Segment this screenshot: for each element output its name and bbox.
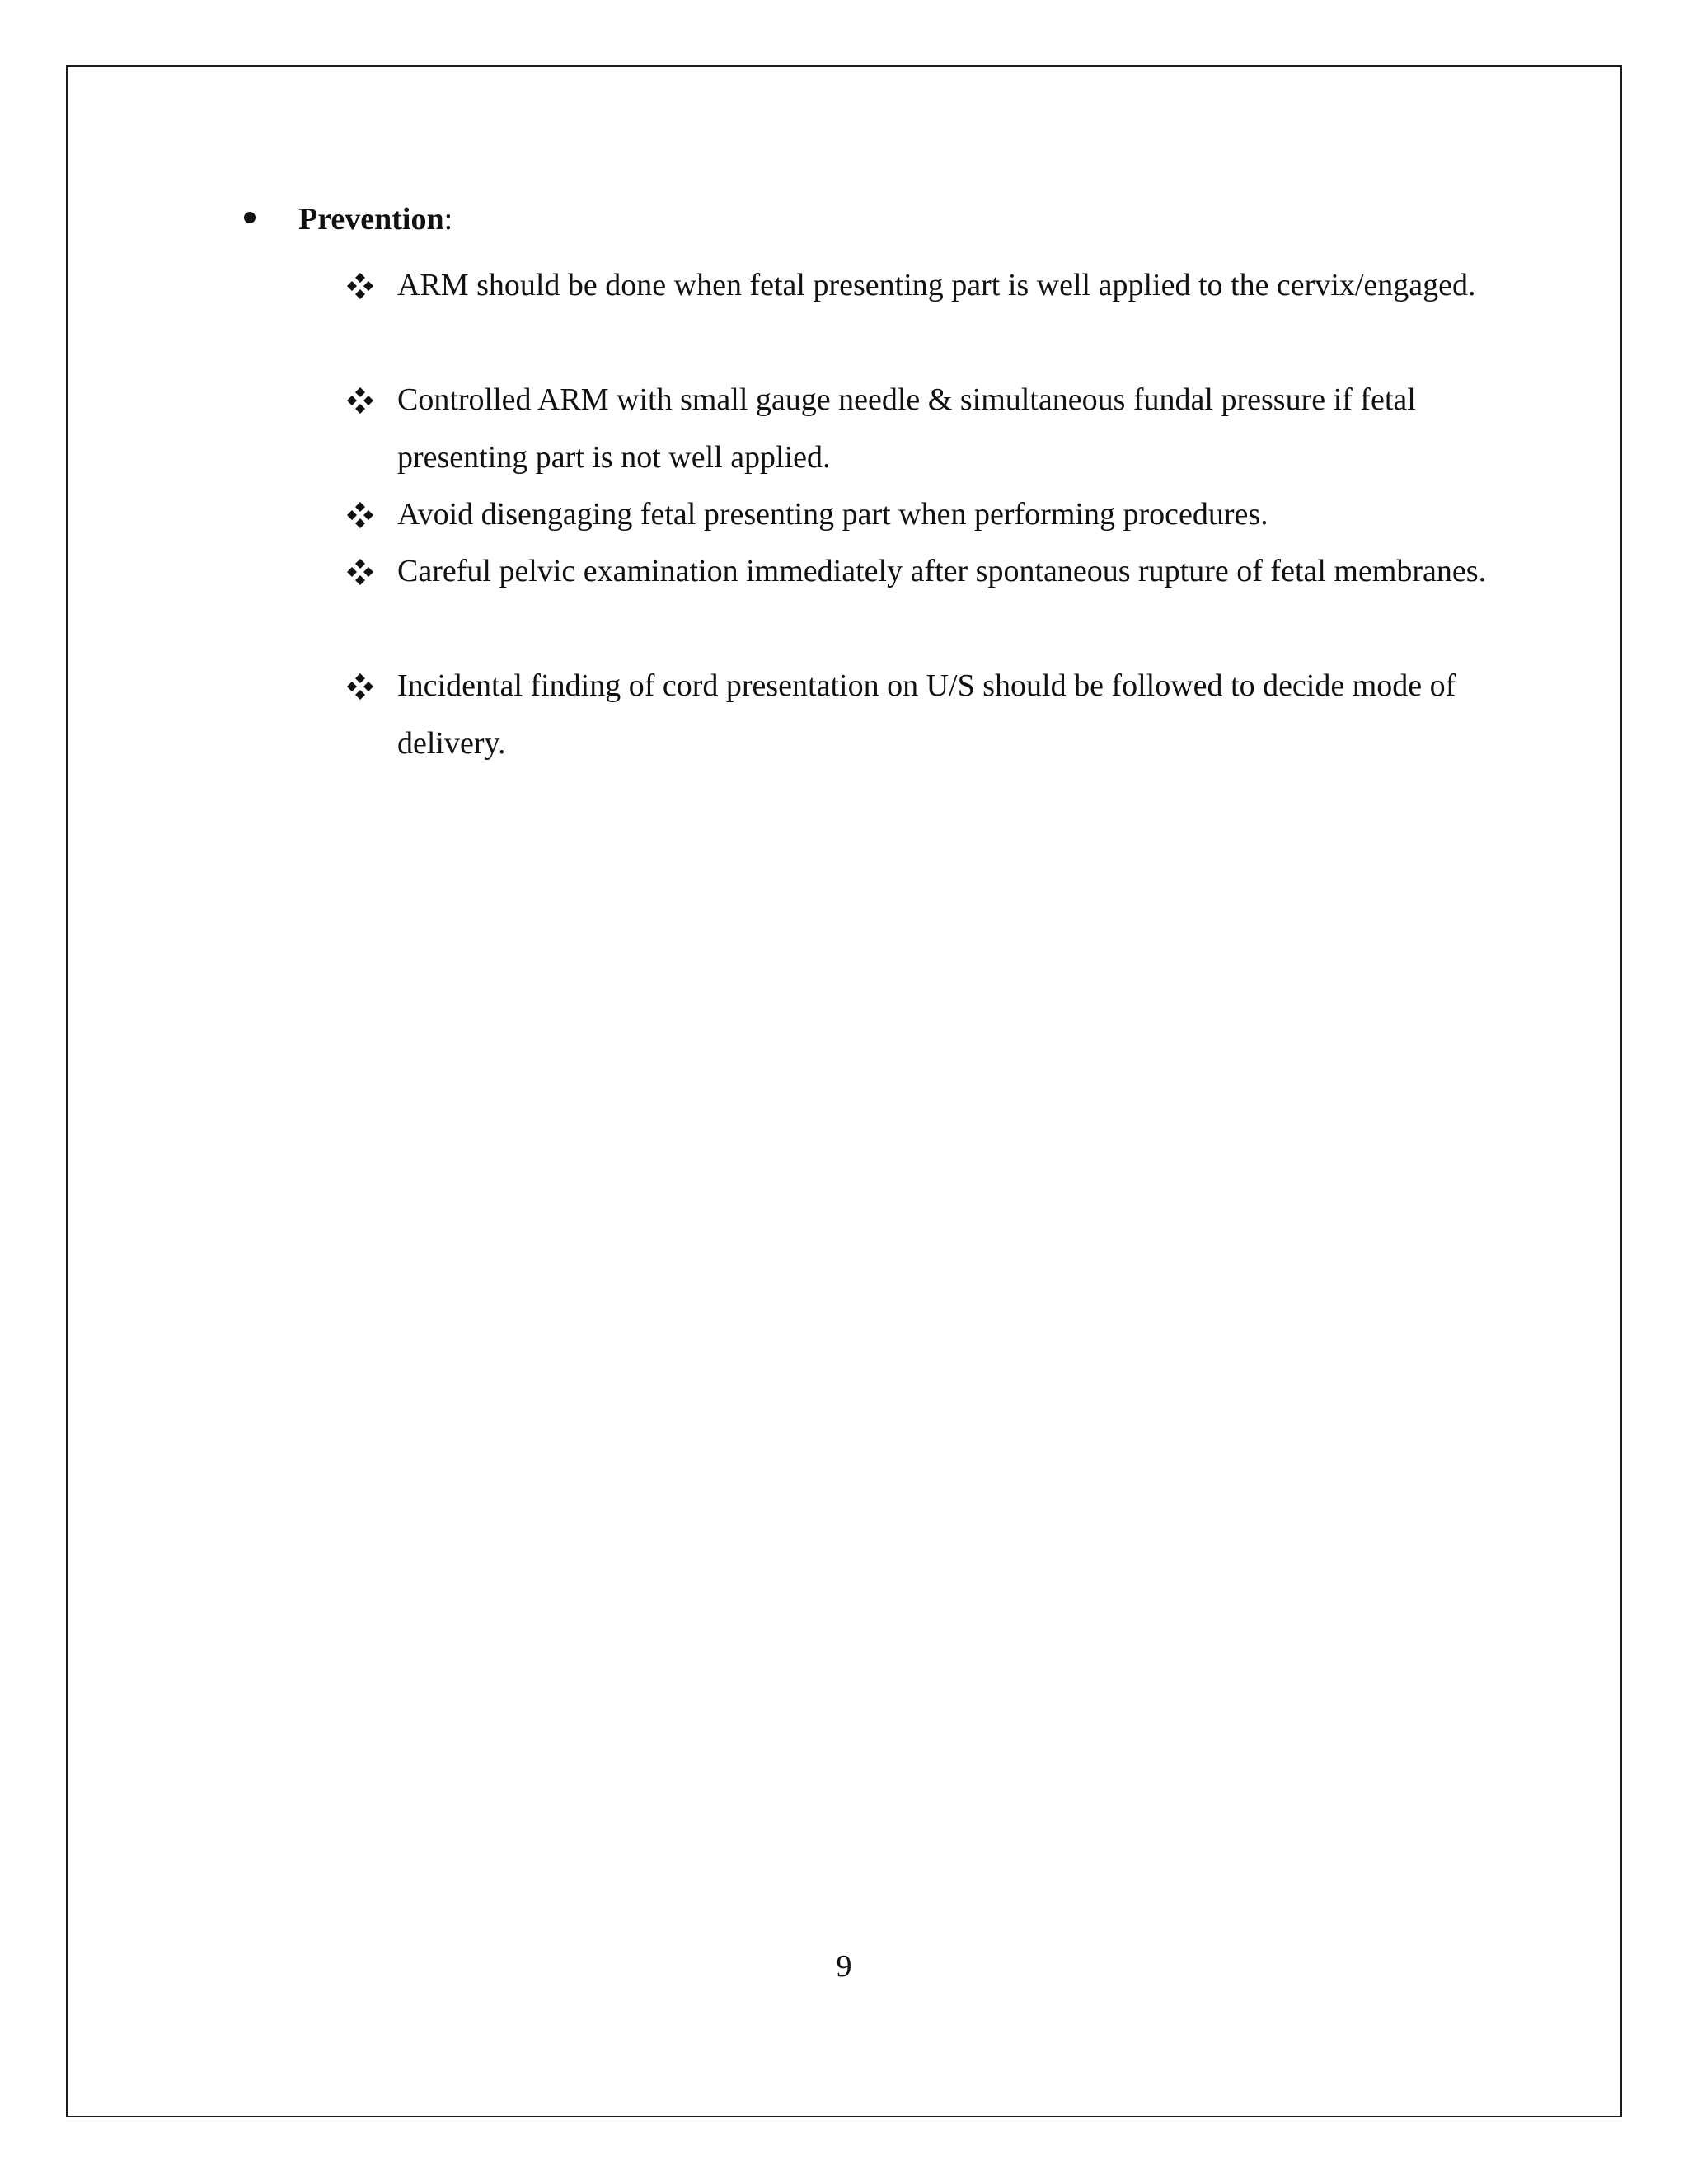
list-item-text: ARM should be done when fetal presenting part is well applied to the cervix/engaged.	[397, 268, 1476, 302]
section-heading	[298, 198, 452, 241]
section-heading-colon: :	[443, 202, 453, 237]
list-item-text: Avoid disengaging fetal presenting part when performing procedures.	[397, 497, 1268, 532]
bullet-dot-icon	[244, 212, 256, 223]
four-diamond-bullet-icon	[346, 257, 376, 315]
page-number: 9	[836, 1949, 852, 1984]
section-heading-text: Prevention	[298, 202, 444, 237]
list-item-text: Controlled ARM with small gauge needle & simultaneous fundal pressure if fetal presenting part is not well applied.	[397, 382, 1416, 475]
four-diamond-bullet-icon	[346, 543, 376, 601]
four-diamond-bullet-icon	[346, 658, 376, 715]
list-item-text: Careful pelvic examination immediately after spontaneous rupture of fetal membranes.	[397, 554, 1487, 588]
four-diamond-bullet-icon	[346, 486, 376, 544]
four-diamond-bullet-icon	[346, 372, 376, 429]
list-item-text: Incidental finding of cord presentation on U/S should be followed to decide mode of delivery.	[397, 668, 1456, 761]
